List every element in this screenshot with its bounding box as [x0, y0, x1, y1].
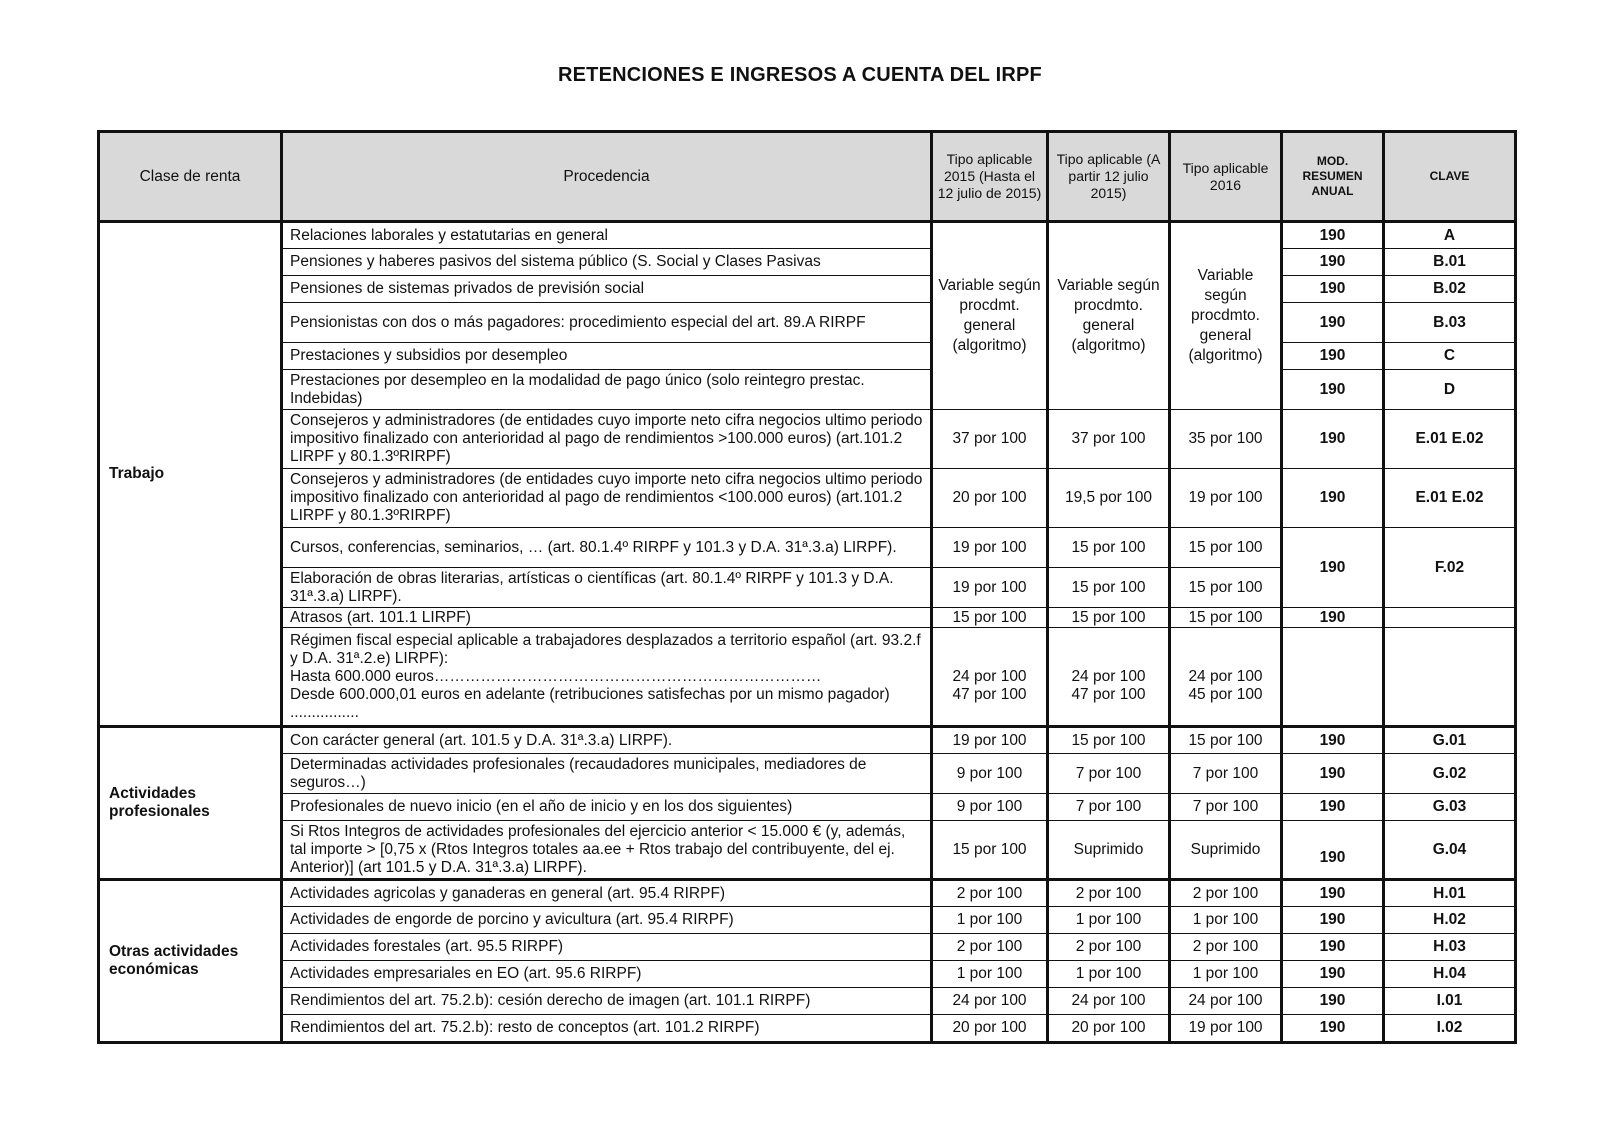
tipo-2015-a-cell: 9 por 100	[932, 794, 1048, 821]
procedencia-cell: Cursos, conferencias, seminarios, … (art. 80.1.4º RIRPF y 101.3 y D.A. 31ª.3.a) LIRPF).	[282, 528, 932, 568]
tipo-2015-b-cell	[1048, 628, 1170, 727]
tipo-2016-cell: 1 por 100	[1170, 961, 1282, 988]
table-row	[99, 222, 1516, 249]
tipo-2015-a-cell: 20 por 100	[932, 1015, 1048, 1043]
modelo-cell: 190	[1282, 249, 1384, 276]
modelo-cell: 190	[1282, 410, 1384, 469]
table-row	[99, 907, 1516, 934]
table-row	[99, 343, 1516, 370]
regimen-tipo-hasta: 24 por 100	[1071, 668, 1146, 685]
tipo-variable-2: Variable según procdmto. general (algoritmo)	[1048, 222, 1170, 410]
modelo-cell: 190	[1282, 222, 1384, 249]
procedencia-cell: Actividades de engorde de porcino y avicultura (art. 95.4 RIRPF)	[282, 907, 932, 934]
modelo-cell: 190	[1282, 821, 1384, 880]
modelo-cell: 190	[1282, 754, 1384, 794]
tipo-2016-cell: 19 por 100	[1170, 1015, 1282, 1043]
tipo-2015-a-cell: 37 por 100	[932, 410, 1048, 469]
tipo-2015-b-cell: 15 por 100	[1048, 528, 1170, 568]
header-clave: CLAVE	[1384, 132, 1516, 222]
regimen-tipo-desde: 45 por 100	[1188, 686, 1263, 703]
table-row	[99, 249, 1516, 276]
tipo-2015-a-cell: 19 por 100	[932, 727, 1048, 754]
header-tipo-2015-a: Tipo aplicable 2015 (Hasta el 12 julio de 2015)	[932, 132, 1048, 222]
clave-cell: F.02	[1384, 528, 1516, 608]
page-title: RETENCIONES E INGRESOS A CUENTA DEL IRPF	[558, 64, 1042, 86]
tipo-2016-cell: 19 por 100	[1170, 469, 1282, 528]
modelo-cell: 190	[1282, 1015, 1384, 1043]
modelo-cell: 190	[1282, 727, 1384, 754]
procedencia-cell: Rendimientos del art. 75.2.b): cesión derecho de imagen (art. 101.1 RIRPF)	[282, 988, 932, 1015]
tipo-2015-a-cell: 15 por 100	[932, 821, 1048, 880]
modelo-cell: 190	[1282, 276, 1384, 303]
procedencia-cell: Determinadas actividades profesionales (recaudadores municipales, mediadores de seguros…)	[282, 754, 932, 794]
modelo-cell: 190	[1282, 880, 1384, 907]
table-row	[99, 880, 1516, 907]
retenciones-table	[97, 130, 1517, 1044]
tipo-2016-cell: 24 por 100	[1170, 988, 1282, 1015]
tipo-2015-a-cell: 1 por 100	[932, 907, 1048, 934]
regimen-line-1: Régimen fiscal especial aplicable a trabajadores desplazados a territorio español (art. 93.2.f y D.A. 31ª.2.e) LIRPF):	[290, 631, 921, 667]
table-row	[99, 934, 1516, 961]
modelo-cell: 190	[1282, 934, 1384, 961]
table-row	[99, 1015, 1516, 1043]
clave-cell: D	[1384, 370, 1516, 410]
modelo-cell: 190	[1282, 794, 1384, 821]
table-row	[99, 821, 1516, 880]
tipo-2015-b-cell: 2 por 100	[1048, 880, 1170, 907]
procedencia-cell: Profesionales de nuevo inicio (en el año de inicio y en los dos siguientes)	[282, 794, 932, 821]
tipo-2016-cell: 15 por 100	[1170, 568, 1282, 608]
table-row	[99, 794, 1516, 821]
procedencia-cell: Rendimientos del art. 75.2.b): resto de conceptos (art. 101.2 RIRPF)	[282, 1015, 932, 1043]
procedencia-cell: Si Rtos Integros de actividades profesionales del ejercicio anterior < 15.000 € (y, además, tal importe > [0,75 x (Rtos Integros totales aa.ee + Rtos trabajo del contribuyente, del ej. Anterior)] (art 101.5 y D.A. 31ª.3.a) LIRPF).	[282, 821, 932, 880]
tipo-2016-cell: 7 por 100	[1170, 794, 1282, 821]
tipo-2015-b-cell: 7 por 100	[1048, 794, 1170, 821]
tipo-2015-a-cell: 20 por 100	[932, 469, 1048, 528]
modelo-cell: 190	[1282, 988, 1384, 1015]
modelo-cell: 190	[1282, 343, 1384, 370]
header-clase: Clase de renta	[99, 132, 282, 222]
header-modelo: MOD. RESUMEN ANUAL	[1282, 132, 1384, 222]
clave-cell: I.02	[1384, 1015, 1516, 1043]
table-row	[99, 628, 1516, 727]
clase-trabajo: Trabajo	[99, 222, 282, 727]
tipo-variable-3: Variable según procdmto. general (algoritmo)	[1170, 222, 1282, 410]
tipo-2015-a-cell	[932, 628, 1048, 727]
tipo-2015-a-cell: 9 por 100	[932, 754, 1048, 794]
tipo-2015-b-cell: Suprimido	[1048, 821, 1170, 880]
clave-cell	[1384, 608, 1516, 628]
tipo-2015-b-cell: 15 por 100	[1048, 727, 1170, 754]
regimen-tipo-hasta: 24 por 100	[952, 668, 1027, 685]
clave-cell: G.02	[1384, 754, 1516, 794]
tipo-2016-cell: 1 por 100	[1170, 907, 1282, 934]
tipo-2015-b-cell: 37 por 100	[1048, 410, 1170, 469]
regimen-line-2: Hasta 600.000 euros…………………………………………………………………	[290, 667, 822, 685]
table-row	[99, 370, 1516, 410]
clave-cell: H.03	[1384, 934, 1516, 961]
modelo-cell: 190	[1282, 469, 1384, 528]
table-row	[99, 410, 1516, 469]
procedencia-cell: Prestaciones y subsidios por desempleo	[282, 343, 932, 370]
modelo-cell: 190	[1282, 961, 1384, 988]
tipo-2015-a-cell: 19 por 100	[932, 568, 1048, 608]
header-procedencia: Procedencia	[282, 132, 932, 222]
table-row	[99, 276, 1516, 303]
clave-cell: G.04	[1384, 821, 1516, 880]
procedencia-cell: Pensiones y haberes pasivos del sistema público (S. Social y Clases Pasivas	[282, 249, 932, 276]
clase-profesionales: Actividades profesionales	[99, 727, 282, 880]
regimen-tipo-desde: 47 por 100	[952, 686, 1027, 703]
table-row	[99, 961, 1516, 988]
tipo-2016-cell: 2 por 100	[1170, 880, 1282, 907]
clave-cell: G.01	[1384, 727, 1516, 754]
tipo-2015-b-cell: 2 por 100	[1048, 934, 1170, 961]
procedencia-regimen-cell	[282, 628, 932, 727]
procedencia-cell: Pensionistas con dos o más pagadores: procedimiento especial del art. 89.A RIRPF	[282, 303, 932, 343]
tipo-variable-1: Variable según procdmt. general (algoritmo)	[932, 222, 1048, 410]
tipo-2016-cell: 2 por 100	[1170, 934, 1282, 961]
tipo-2016-cell: 15 por 100	[1170, 528, 1282, 568]
procedencia-cell: Actividades empresariales en EO (art. 95.6 RIRPF)	[282, 961, 932, 988]
tipo-2015-a-cell: 2 por 100	[932, 880, 1048, 907]
tipo-2015-a-cell: 15 por 100	[932, 608, 1048, 628]
procedencia-cell: Atrasos (art. 101.1 LIRPF)	[282, 608, 932, 628]
clave-cell: H.01	[1384, 880, 1516, 907]
clave-cell: H.04	[1384, 961, 1516, 988]
tipo-2015-a-cell: 24 por 100	[932, 988, 1048, 1015]
tipo-2016-cell: 15 por 100	[1170, 727, 1282, 754]
clave-cell: B.02	[1384, 276, 1516, 303]
tipo-2015-b-cell: 15 por 100	[1048, 608, 1170, 628]
modelo-cell: 190	[1282, 608, 1384, 628]
tipo-2015-b-cell: 7 por 100	[1048, 754, 1170, 794]
tipo-2015-a-cell: 2 por 100	[932, 934, 1048, 961]
tipo-2015-a-cell: 19 por 100	[932, 528, 1048, 568]
procedencia-cell: Consejeros y administradores (de entidades cuyo importe neto cifra negocios ultimo periodo impositivo finalizado con anterioridad al pago de rendimientos <100.000 euros) (art.101.2 LIRPF y 80.1.3ºRIRPF)	[282, 469, 932, 528]
clase-otras: Otras actividades económicas	[99, 880, 282, 1043]
modelo-cell: 190	[1282, 370, 1384, 410]
table-row	[99, 727, 1516, 754]
modelo-cell: 190	[1282, 907, 1384, 934]
procedencia-cell: Pensiones de sistemas privados de previsión social	[282, 276, 932, 303]
tipo-2015-b-cell: 24 por 100	[1048, 988, 1170, 1015]
procedencia-cell: Actividades forestales (art. 95.5 RIRPF)	[282, 934, 932, 961]
table-row	[99, 528, 1516, 568]
tipo-2015-b-cell: 19,5 por 100	[1048, 469, 1170, 528]
header-tipo-2016: Tipo aplicable 2016	[1170, 132, 1282, 222]
tipo-2015-a-cell: 1 por 100	[932, 961, 1048, 988]
procedencia-cell: Actividades agricolas y ganaderas en general (art. 95.4 RIRPF)	[282, 880, 932, 907]
table-row	[99, 754, 1516, 794]
tipo-2015-b-cell: 1 por 100	[1048, 961, 1170, 988]
table-row	[99, 608, 1516, 628]
clave-cell: H.02	[1384, 907, 1516, 934]
clave-cell: B.03	[1384, 303, 1516, 343]
clave-cell: A	[1384, 222, 1516, 249]
procedencia-cell: Consejeros y administradores (de entidades cuyo importe neto cifra negocios ultimo periodo impositivo finalizado con anterioridad al pago de rendimientos >100.000 euros) (art.101.2 LIRPF y 80.1.3ºRIRPF)	[282, 410, 932, 469]
regimen-tipo-desde: 47 por 100	[1071, 686, 1146, 703]
procedencia-cell: Con carácter general (art. 101.5 y D.A. 31ª.3.a) LIRPF).	[282, 727, 932, 754]
modelo-cell: 190	[1282, 528, 1384, 608]
tipo-2016-cell	[1170, 628, 1282, 727]
clave-cell: C	[1384, 343, 1516, 370]
procedencia-cell: Elaboración de obras literarias, artísticas o científicas (art. 80.1.4º RIRPF y 101.3 y D.A. 31ª.3.a) LIRPF).	[282, 568, 932, 608]
procedencia-cell: Relaciones laborales y estatutarias en general	[282, 222, 932, 249]
tipo-2016-cell: 7 por 100	[1170, 754, 1282, 794]
tipo-2015-b-cell: 15 por 100	[1048, 568, 1170, 608]
modelo-cell: 190	[1282, 303, 1384, 343]
clave-cell: G.03	[1384, 794, 1516, 821]
table-row	[99, 469, 1516, 528]
header-row	[99, 132, 1516, 222]
table-row	[99, 303, 1516, 343]
tipo-2015-b-cell: 1 por 100	[1048, 907, 1170, 934]
header-tipo-2015-b: Tipo aplicable (A partir 12 julio 2015)	[1048, 132, 1170, 222]
clave-cell	[1384, 628, 1516, 727]
tipo-2016-cell: 15 por 100	[1170, 608, 1282, 628]
clave-cell: E.01 E.02	[1384, 410, 1516, 469]
procedencia-cell: Prestaciones por desempleo en la modalidad de pago único (solo reintegro prestac. Indebidas)	[282, 370, 932, 410]
modelo-cell	[1282, 628, 1384, 727]
regimen-tipo-hasta: 24 por 100	[1188, 668, 1263, 685]
tipo-2016-cell: 35 por 100	[1170, 410, 1282, 469]
clave-cell: I.01	[1384, 988, 1516, 1015]
tipo-2016-cell: Suprimido	[1170, 821, 1282, 880]
clave-cell: B.01	[1384, 249, 1516, 276]
table-row	[99, 988, 1516, 1015]
tipo-2015-b-cell: 20 por 100	[1048, 1015, 1170, 1043]
regimen-line-3: Desde 600.000,01 euros en adelante (retribuciones satisfechas por un mismo pagador) ................	[290, 685, 890, 721]
clave-cell: E.01 E.02	[1384, 469, 1516, 528]
